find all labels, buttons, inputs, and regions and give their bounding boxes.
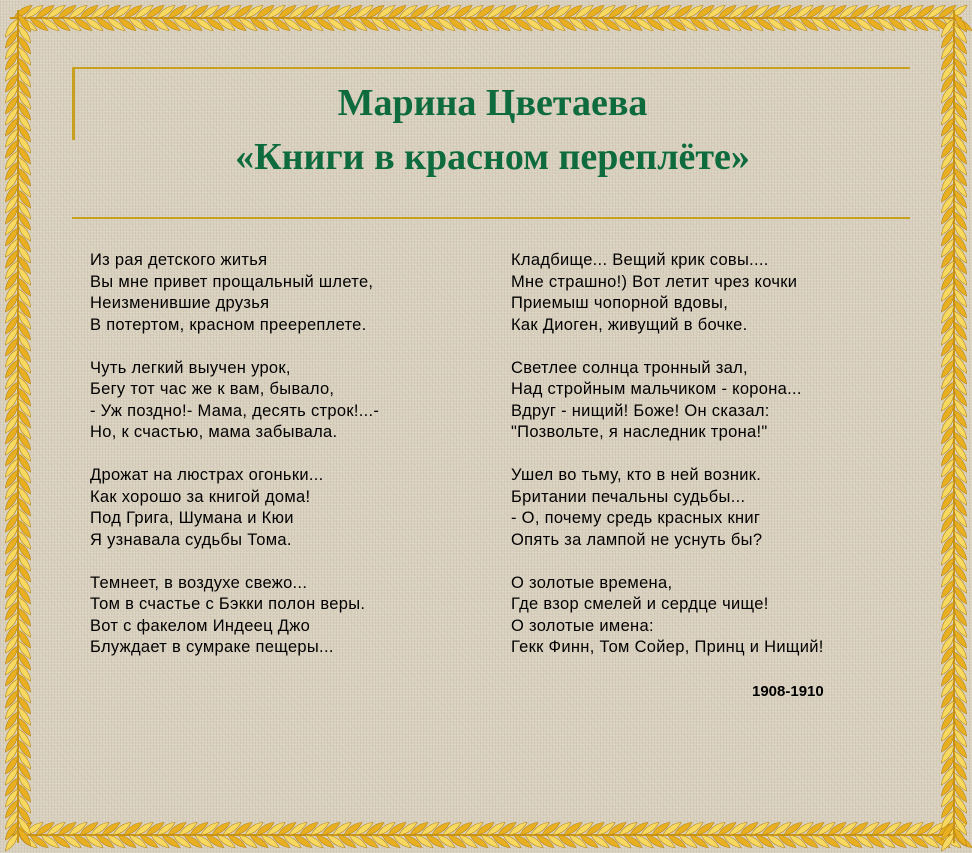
poem-line: Я узнавала судьбы Тома. <box>90 530 292 549</box>
poem-line: Вдруг - нищий! Боже! Он сказал: <box>511 401 770 420</box>
poem-line: - Уж поздно!- Мама, десять строк!...- <box>90 401 380 420</box>
poem-line: Дрожат на люстрах огоньки... <box>90 466 324 484</box>
poem-line: Чуть легкий выучен урок, <box>90 358 291 377</box>
poem-line: Из рая детского житья <box>90 251 268 269</box>
poem-line: Вы мне привет прощальный шлете, <box>90 272 374 291</box>
stanza <box>511 573 891 659</box>
poem-line: О золотые имена: <box>511 616 654 635</box>
poem-line: Светлее солнца тронный зал, <box>511 358 748 377</box>
poem-line: Неизменившие друзья <box>90 294 270 312</box>
poem-line: Где взор смелей и сердце чище! <box>511 595 769 613</box>
poem-line: Бегу тот час же к вам, бывало, <box>90 380 335 398</box>
poem-line: Как хорошо за книгой дома! <box>90 487 311 506</box>
stanza <box>511 358 891 444</box>
poem-line: В потертом, красном преереплете. <box>90 315 367 334</box>
poem-line: Под Грига, Шумана и Кюи <box>90 509 294 527</box>
poem-line: Над стройным мальчиком - корона... <box>511 380 802 398</box>
poem-line: Блуждает в сумраке пещеры... <box>90 638 334 656</box>
poem-line: - О, почему средь красных книг <box>511 509 761 527</box>
poem-line: Вот с факелом Индеец Джо <box>90 616 311 635</box>
accent-divider-line <box>72 217 910 219</box>
poem-line: Мне страшно!) Вот летит чрез кочки <box>511 272 798 291</box>
stanza <box>511 250 891 336</box>
poem-line: Приемыш чопорной вдовы, <box>511 294 729 312</box>
stanza <box>90 465 490 551</box>
stanza <box>90 358 490 444</box>
poem-author: Марина Цветаева <box>337 82 648 124</box>
poem-line: "Позвольте, я наследник трона!" <box>511 423 768 441</box>
poem-title: «Книги в красном переплёте» <box>235 136 750 178</box>
stanza <box>511 465 891 551</box>
poem-line: Темнеет, в воздухе свежо... <box>90 573 308 592</box>
stanza <box>90 250 490 336</box>
accent-top-line <box>72 67 910 69</box>
poem-line: Как Диоген, живущий в бочке. <box>511 315 748 334</box>
left-column <box>90 250 490 680</box>
poem-line: Но, к счастью, мама забывала. <box>90 423 338 441</box>
poem-line: Том в счастье с Бэкки полон веры. <box>90 595 366 613</box>
poem-line: Опять за лампой не уснуть бы? <box>511 530 763 549</box>
poem-line: Гекк Финн, Том Сойер, Принц и Нищий! <box>511 638 824 656</box>
poem-line: О золотые времена, <box>511 573 673 592</box>
poem-line: Кладбище... Вещий крик совы.... <box>511 251 769 269</box>
poem-line: Ушел во тьму, кто в ней возник. <box>511 466 762 484</box>
stanza <box>90 573 490 659</box>
poem-line: Британии печальны судьбы... <box>511 487 746 506</box>
poem-date: 1908-1910 <box>752 683 824 700</box>
right-column <box>511 250 891 680</box>
